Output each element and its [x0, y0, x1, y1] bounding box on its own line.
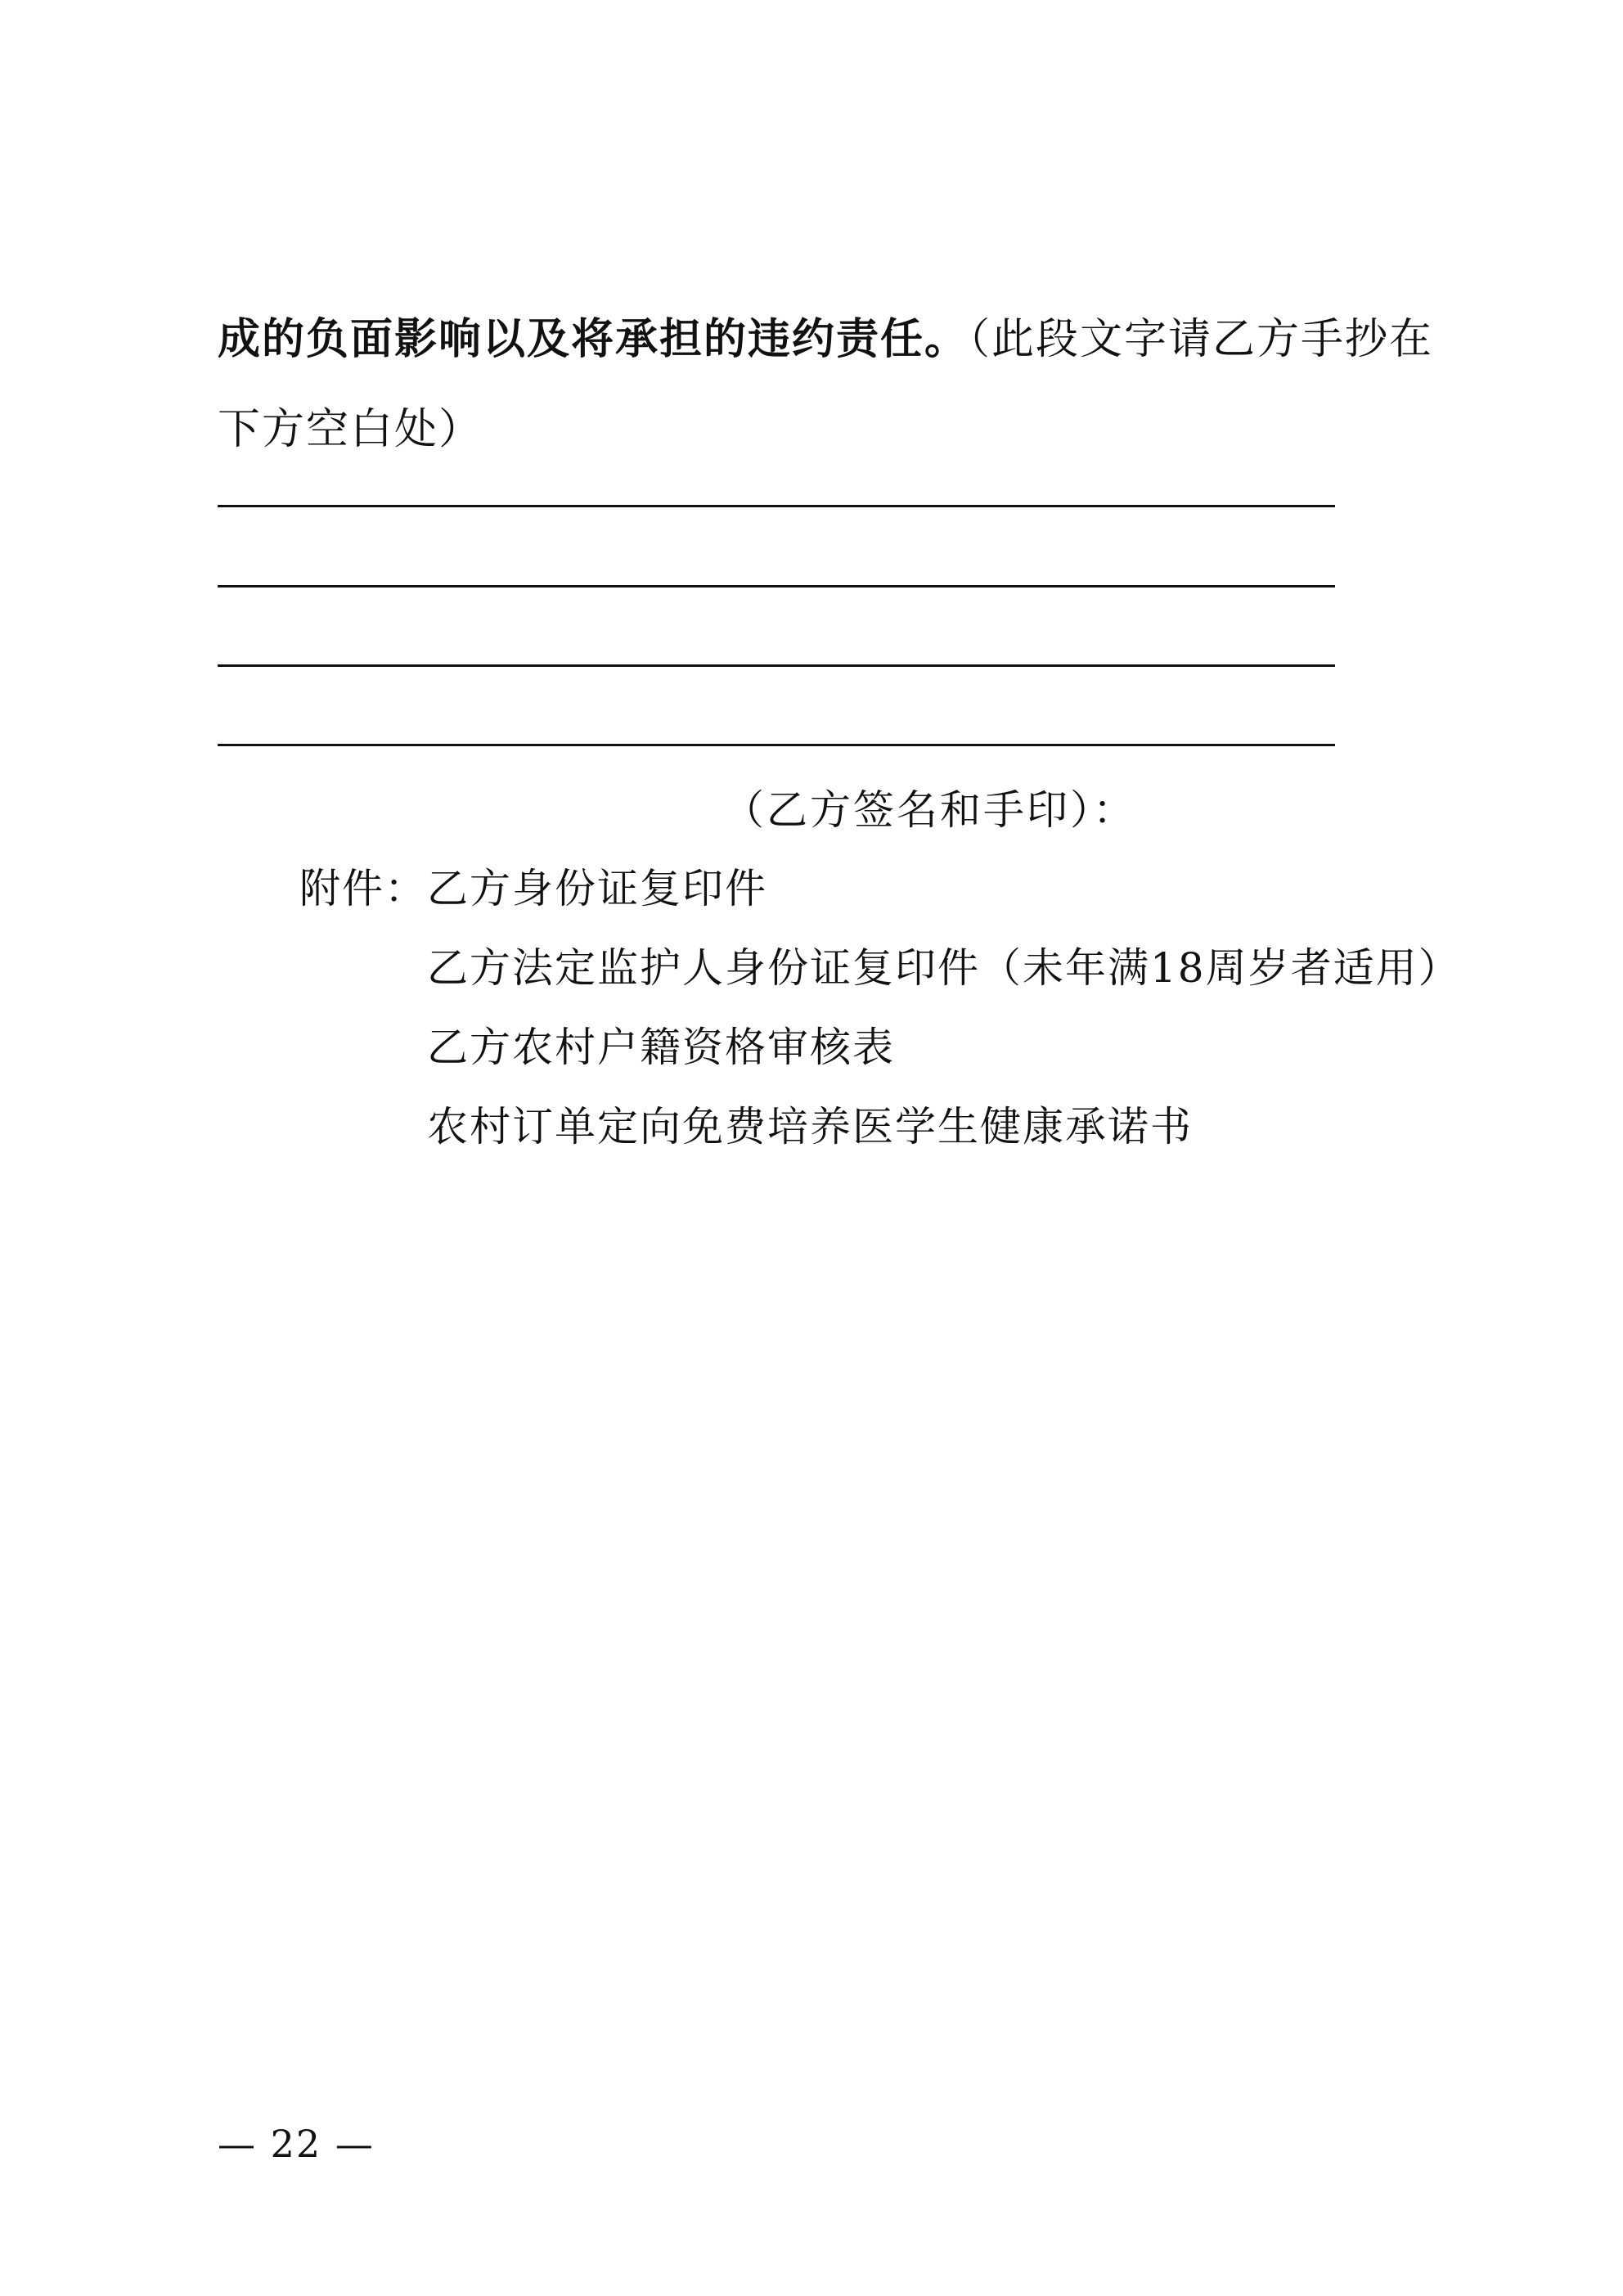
handwriting-line-1	[218, 505, 1335, 507]
attachment-item: 农村订单定向免费培养医学生健康承诺书	[427, 1103, 1193, 1150]
paragraph-bold-text: 成的负面影响以及将承担的违约责任。	[218, 314, 969, 364]
handwriting-line-3	[218, 664, 1335, 667]
attachment-item: 乙方身份证复印件	[427, 865, 767, 912]
paragraph-instruction-text: （此段文字请乙方手抄在下方空白处）	[218, 315, 1434, 454]
signature-label: （乙方签名和手印）：	[723, 786, 1136, 834]
attachment-item: 乙方农村户籍资格审核表	[427, 1024, 895, 1071]
attachments-label: 附件：	[299, 865, 427, 912]
paragraph	[218, 295, 1445, 475]
page-number: — 22 —	[218, 2122, 375, 2166]
handwriting-line-4	[218, 744, 1335, 746]
handwriting-line-2	[218, 585, 1335, 588]
attachment-item: 乙方法定监护人身份证复印件（未年满18周岁者适用）	[427, 944, 1461, 992]
